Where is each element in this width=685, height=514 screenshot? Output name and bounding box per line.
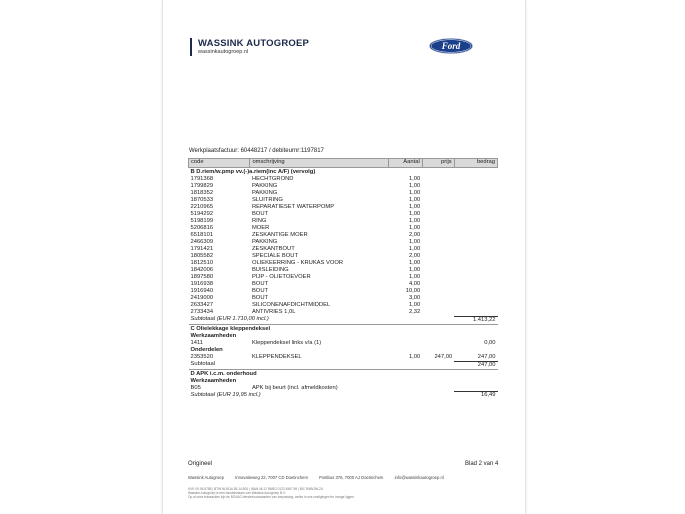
table-row bbox=[189, 340, 498, 347]
table-row bbox=[189, 253, 498, 260]
row-code: 2633427 bbox=[190, 302, 214, 308]
table-row bbox=[189, 274, 498, 281]
invoice-page bbox=[162, 0, 526, 514]
table-row bbox=[189, 385, 498, 392]
footer-fine-line: Wassink Autogroep is een handelsnaam van Wassink Autogroep B.V. bbox=[188, 491, 286, 496]
subtotal-amount: 247,00 bbox=[454, 361, 497, 369]
row-code: 1818352 bbox=[190, 190, 214, 196]
row-code: 1411 bbox=[190, 339, 203, 346]
row-quantity: 3,00 bbox=[408, 295, 421, 301]
row-description: SLUITRING bbox=[251, 197, 283, 203]
table-row bbox=[189, 239, 498, 246]
table-row bbox=[189, 211, 498, 218]
row-description: APK bij beurt (incl. afmeldkosten) bbox=[251, 384, 338, 391]
row-code: 5198199 bbox=[190, 218, 214, 224]
page-number: Blad 2 van 4 bbox=[465, 461, 499, 467]
section-b-subtotal bbox=[189, 316, 498, 324]
row-quantity: 2,00 bbox=[408, 232, 421, 238]
row-description: PAKKING bbox=[251, 190, 278, 196]
company-brand bbox=[190, 38, 309, 56]
labor-heading: Werkzaamheden bbox=[190, 377, 237, 384]
row-description: ZESKANTBOUT bbox=[251, 246, 295, 252]
invoice-title: Werkplaatsfactuur: 60448217 / debiteurnr:1197817 bbox=[189, 148, 324, 154]
row-description: HECHTGROND bbox=[251, 176, 294, 182]
row-description: RING bbox=[251, 218, 267, 224]
row-quantity: 1,00 bbox=[408, 260, 421, 266]
row-description: ZESKANTIGE MOER bbox=[251, 232, 308, 238]
table-row bbox=[189, 302, 498, 309]
row-description: KLEPPENDEKSEL bbox=[251, 353, 302, 360]
row-code: 5206816 bbox=[190, 225, 214, 231]
row-code: 5194292 bbox=[190, 211, 214, 217]
row-code: 6518101 bbox=[190, 232, 214, 238]
company-url: wassinkautogroep.nl bbox=[198, 49, 249, 55]
row-quantity: 1,00 bbox=[408, 190, 421, 196]
row-description: BOUT bbox=[251, 295, 269, 301]
table-row bbox=[189, 354, 498, 362]
row-quantity: 4,00 bbox=[408, 281, 421, 287]
row-quantity: 10,00 bbox=[405, 288, 421, 294]
row-quantity: 1,00 bbox=[408, 183, 421, 189]
labor-heading: Werkzaamheden bbox=[190, 332, 237, 339]
subtotal-label: Subtotaal (EUR 19,95 incl.) bbox=[190, 391, 261, 398]
section-c bbox=[189, 324, 498, 369]
ford-logo-text: Ford bbox=[441, 41, 461, 51]
ford-logo bbox=[429, 38, 473, 54]
section-d bbox=[189, 369, 498, 399]
section-b-title: B D.riem/w.pmp vv.(-)a.riem(inc A/F) (vervolg) bbox=[190, 169, 316, 175]
row-description: PIJP - OLIETOEVOER bbox=[251, 274, 311, 280]
parts-heading: Onderdelen bbox=[190, 346, 223, 353]
col-header-quantity: Aantal bbox=[389, 159, 423, 168]
footer-fine-print bbox=[188, 487, 508, 500]
row-code: 1791368 bbox=[190, 176, 214, 182]
row-quantity: 1,00 bbox=[408, 274, 421, 280]
row-amount: 0,00 bbox=[484, 339, 496, 346]
section-d-title: D APK i.c.m. onderhoud bbox=[189, 369, 498, 378]
table-row bbox=[189, 225, 498, 232]
company-name: WASSINK AUTOGROEP bbox=[198, 38, 310, 49]
table-row bbox=[189, 267, 498, 274]
subtotal-amount: 1.413,22 bbox=[454, 316, 497, 324]
row-code: B05 bbox=[190, 384, 201, 391]
invoice-lines-table bbox=[188, 158, 498, 399]
row-description: REPARATIESET WATERPOMP bbox=[251, 204, 335, 210]
row-code: 1842006 bbox=[190, 267, 214, 273]
table-row bbox=[189, 309, 498, 316]
footer-fine-line: KVK 09-06 8788 | BTW NL8116.55.14.B01 | IBAN NL12 RABO 0123 4567 89 | BIC RABONL2U bbox=[188, 487, 324, 491]
row-quantity: 1,00 bbox=[408, 302, 421, 308]
row-description: SPECIALE BOUT bbox=[251, 253, 299, 259]
row-code: 1805582 bbox=[190, 253, 214, 259]
row-quantity: 2,32 bbox=[408, 309, 421, 315]
table-row bbox=[189, 232, 498, 239]
row-code: 1916940 bbox=[190, 288, 214, 294]
row-description: MOER bbox=[251, 225, 270, 231]
row-description: BOUT bbox=[251, 211, 269, 217]
row-quantity: 1,00 bbox=[408, 218, 421, 224]
row-amount: 247,00 bbox=[477, 353, 496, 360]
row-code: 1812510 bbox=[190, 260, 214, 266]
section-c-title: C Olielekkage kleppendeksel bbox=[189, 324, 498, 333]
row-quantity: 1,00 bbox=[408, 353, 421, 360]
col-header-price: prijs bbox=[422, 159, 454, 168]
row-quantity: 1,00 bbox=[408, 225, 421, 231]
row-description: Kleppendeksel links v/a (1) bbox=[251, 339, 322, 346]
row-description: ANTIVRIES 1,0L bbox=[251, 309, 296, 315]
row-code: 1897580 bbox=[190, 274, 214, 280]
row-quantity: 1,00 bbox=[408, 246, 421, 252]
col-header-code: code bbox=[189, 159, 250, 168]
table-row bbox=[189, 246, 498, 253]
subtotal-label: Subtotaal (EUR 1.710,00 incl.) bbox=[190, 316, 269, 322]
table-header-row bbox=[189, 159, 498, 168]
row-code: 1799829 bbox=[190, 183, 214, 189]
col-header-description: omschrijving bbox=[250, 159, 389, 168]
row-code: 2353520 bbox=[190, 353, 214, 360]
row-description: BOUT bbox=[251, 281, 269, 287]
footer-fine-line: Op al onze transacties zijn de BOVAG-herstelvoorwaarden van toepassing, welke in ons vestigingen ter inzage liggen. bbox=[188, 495, 355, 500]
table-row bbox=[189, 176, 498, 183]
row-code: 2733434 bbox=[190, 309, 214, 315]
section-b bbox=[189, 168, 498, 317]
table-row bbox=[189, 190, 498, 197]
footer-address bbox=[188, 475, 508, 480]
row-price: 247,00 bbox=[434, 353, 453, 360]
footer-postbox: Postbus 376, 7000 AJ Doetinchem bbox=[319, 475, 384, 480]
footer-street: Innovatieweg 22, 7007 CD Doetinchem bbox=[235, 475, 308, 480]
table-row bbox=[189, 281, 498, 288]
row-quantity: 1,00 bbox=[408, 197, 421, 203]
table-row bbox=[189, 204, 498, 211]
row-quantity: 1,00 bbox=[408, 176, 421, 182]
table-row bbox=[189, 295, 498, 302]
row-quantity: 1,00 bbox=[408, 211, 421, 217]
row-description: PAKKING bbox=[251, 239, 278, 245]
document-status: Origineel bbox=[188, 461, 213, 467]
row-code: 2466309 bbox=[190, 239, 214, 245]
row-description: BUISLEIDING bbox=[251, 267, 289, 273]
row-quantity: 1,00 bbox=[408, 239, 421, 245]
col-header-amount: bedrag bbox=[454, 159, 497, 168]
footer-company: Wassink Autogroep bbox=[188, 475, 224, 480]
row-quantity: 1,00 bbox=[408, 267, 421, 273]
row-code: 1870533 bbox=[190, 197, 214, 203]
row-quantity: 2,00 bbox=[408, 253, 421, 259]
table-row bbox=[189, 183, 498, 190]
row-code: 2419000 bbox=[190, 295, 214, 301]
row-code: 1916938 bbox=[190, 281, 214, 287]
table-row bbox=[189, 288, 498, 295]
table-row bbox=[189, 260, 498, 267]
subtotal-amount: 16,49 bbox=[454, 392, 497, 400]
row-description: PAKKING bbox=[251, 183, 278, 189]
row-code: 1791421 bbox=[190, 246, 214, 252]
row-description: OLIEKEERRING - KRUKAS VOOR bbox=[251, 260, 344, 266]
row-description: BOUT bbox=[251, 288, 269, 294]
row-quantity: 1,00 bbox=[408, 204, 421, 210]
subtotal-label: Subtotaal bbox=[190, 361, 215, 367]
row-description: SILICONENAFDICHTMIDDEL bbox=[251, 302, 331, 308]
table-row bbox=[189, 197, 498, 204]
table-row bbox=[189, 218, 498, 225]
footer-email: info@wassinkautogroep.nl bbox=[394, 475, 444, 480]
row-code: 2210965 bbox=[190, 204, 214, 210]
